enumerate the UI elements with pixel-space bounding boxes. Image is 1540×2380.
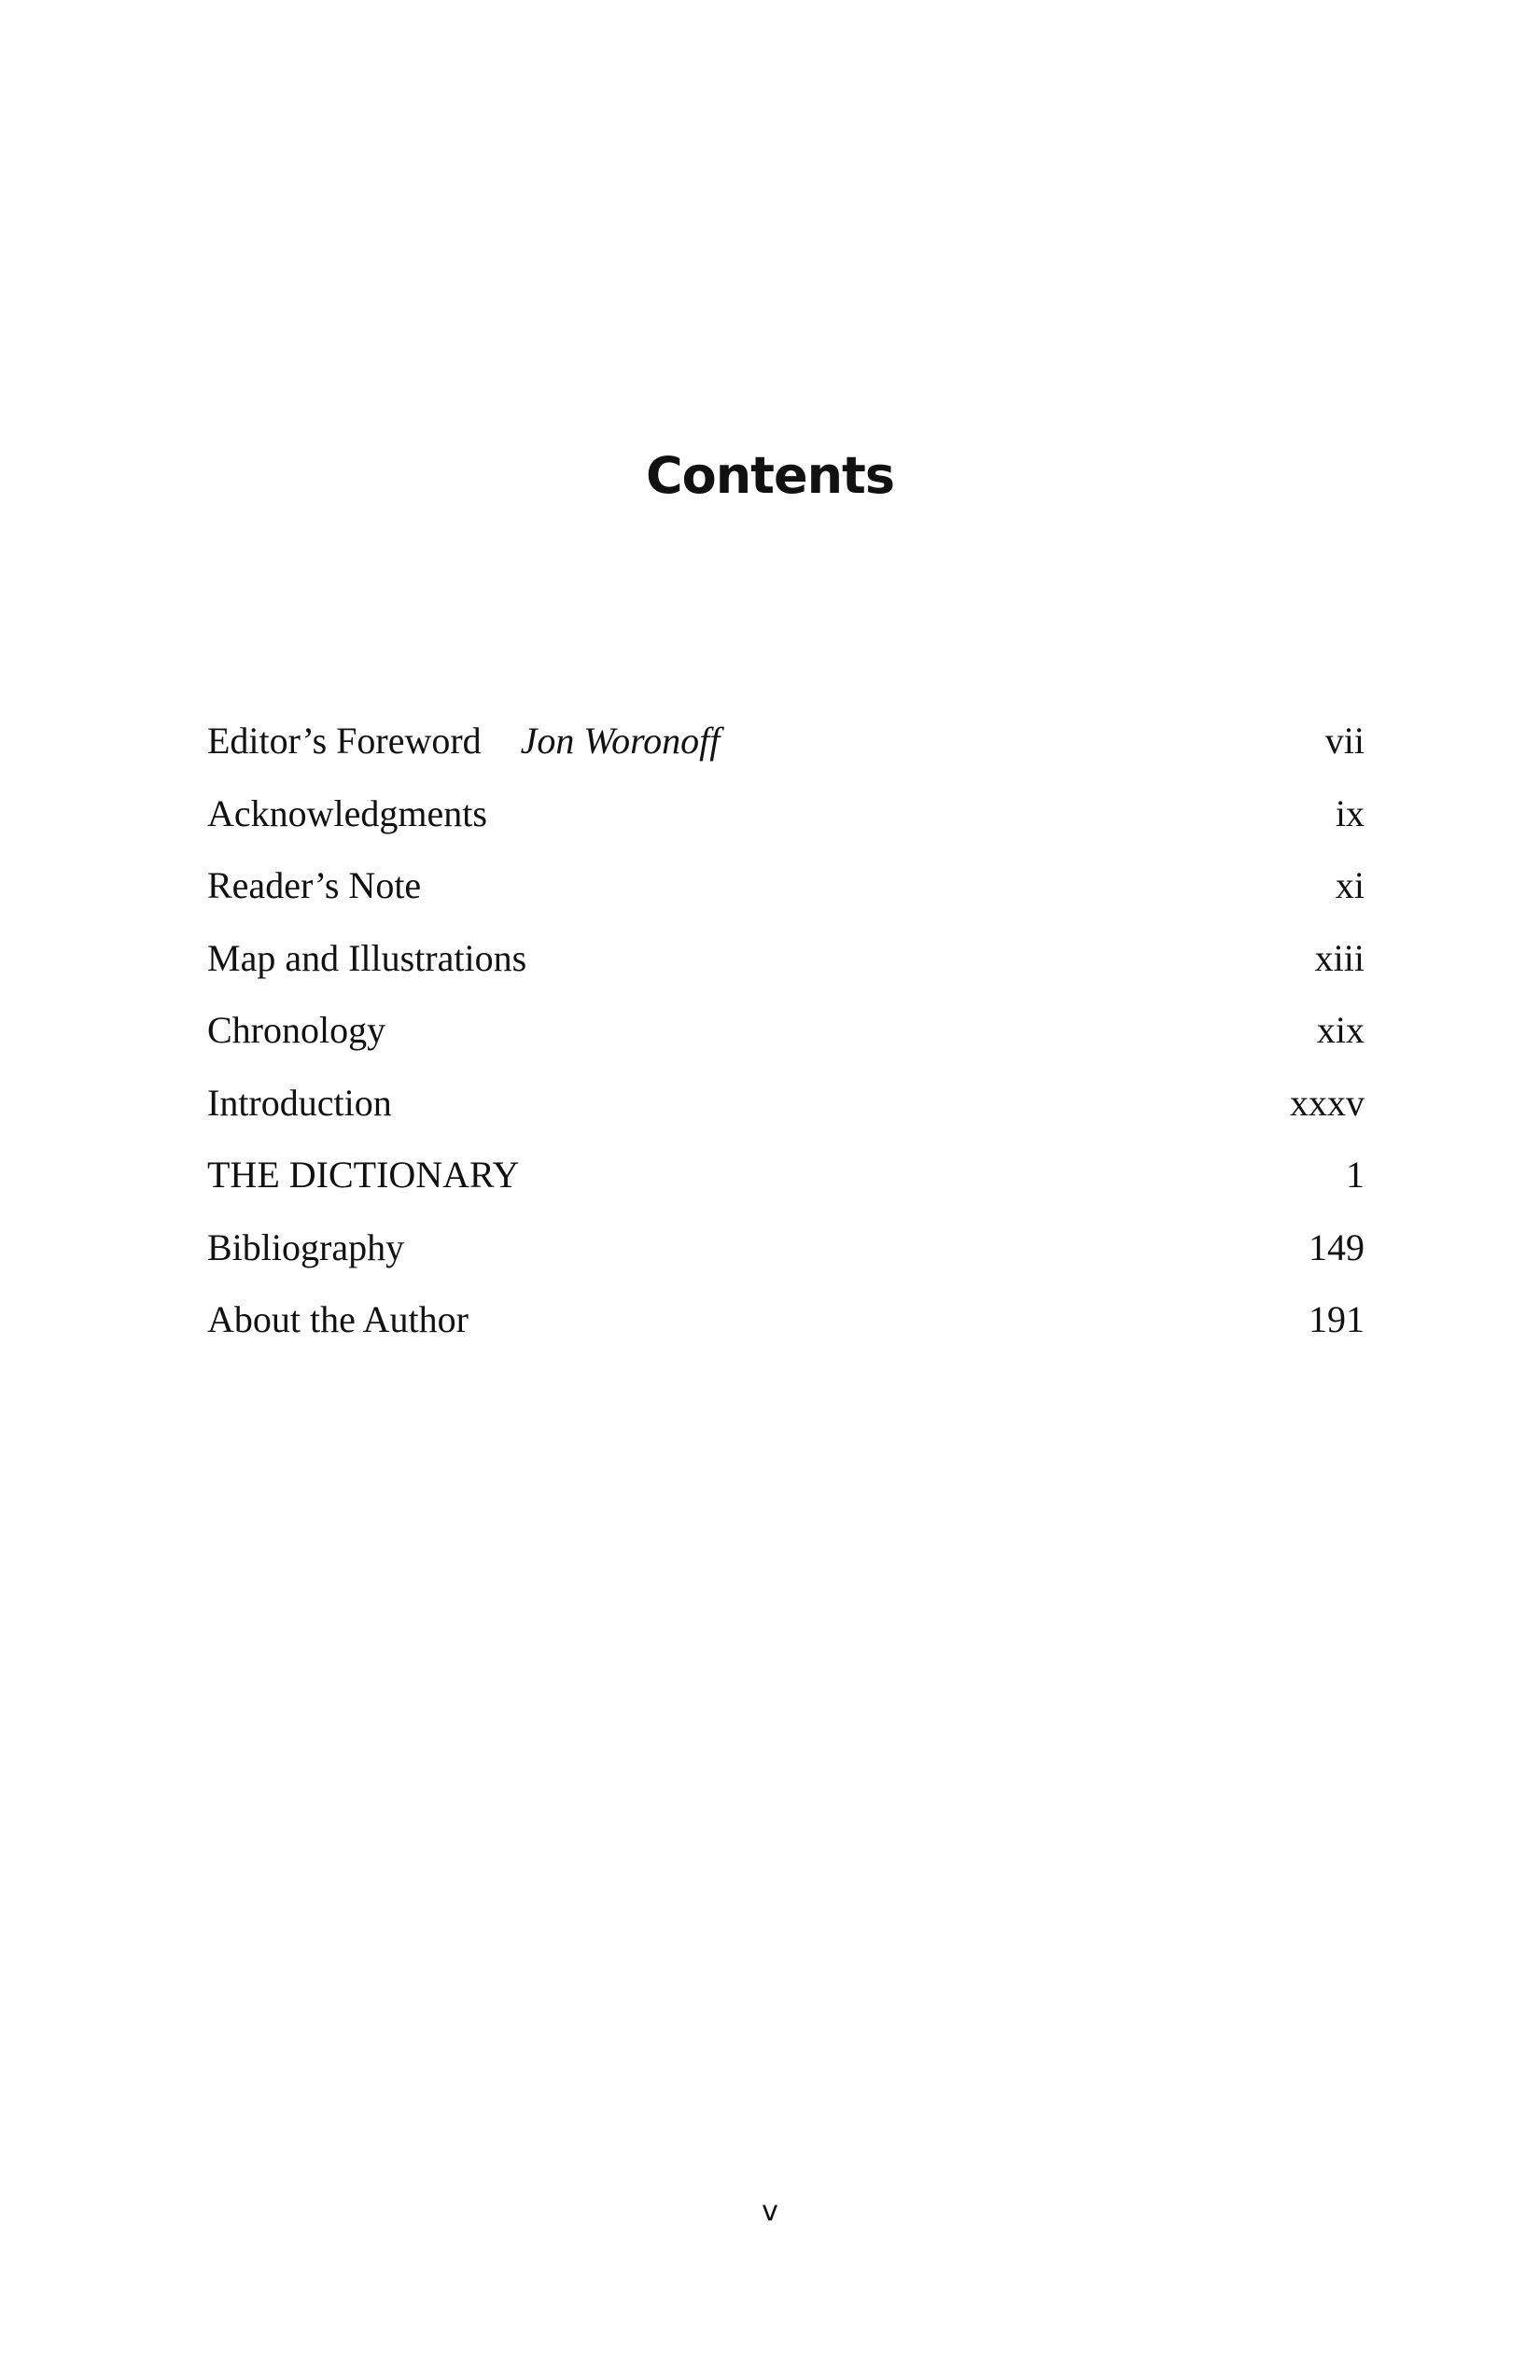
toc-entry-label: Acknowledgments: [207, 791, 487, 834]
toc-entry-page-number: xiii: [1314, 936, 1365, 979]
toc-entry-label: Introduction: [207, 1081, 392, 1124]
toc-entry-label: THE DICTIONARY: [207, 1154, 520, 1197]
toc-entry-page-number: ix: [1335, 791, 1365, 834]
toc-entry-label: Map and Illustrations: [207, 936, 527, 979]
toc-entry-acknowledgments[interactable]: [207, 777, 1365, 850]
toc-entry-page-number: 149: [1309, 1225, 1365, 1268]
toc-entry-the-dictionary[interactable]: [207, 1139, 1365, 1211]
toc-entry-introduction[interactable]: [207, 1067, 1365, 1140]
table-of-contents: [207, 705, 1365, 1356]
toc-entry-page-number: xxxv: [1290, 1081, 1365, 1124]
toc-entry-page-number: xi: [1335, 864, 1365, 907]
page-title: Contents: [645, 446, 894, 505]
toc-entry-label: Editor’s Foreword: [207, 720, 482, 763]
toc-entry-page-number: 191: [1309, 1298, 1365, 1341]
page-number-folio: v: [762, 2195, 778, 2228]
toc-entry-label: Chronology: [207, 1009, 386, 1052]
toc-entry-page-number: xix: [1316, 1009, 1365, 1052]
toc-entry-page-number: 1: [1346, 1154, 1365, 1197]
toc-entry-readers-note[interactable]: [207, 849, 1365, 922]
toc-entry-about-the-author[interactable]: [207, 1283, 1365, 1356]
toc-entry-page-number: vii: [1324, 720, 1365, 763]
toc-entry-chronology[interactable]: [207, 994, 1365, 1067]
toc-entry-bibliography[interactable]: [207, 1211, 1365, 1284]
toc-entry-label: About the Author: [207, 1298, 469, 1341]
toc-entry-author: Jon Woronoff: [520, 720, 721, 763]
toc-entry-map-and-illustrations[interactable]: [207, 922, 1365, 995]
toc-entry-label: Bibliography: [207, 1225, 405, 1268]
toc-entry-label: Reader’s Note: [207, 864, 422, 907]
toc-entry-editors-foreword[interactable]: [207, 705, 1365, 777]
